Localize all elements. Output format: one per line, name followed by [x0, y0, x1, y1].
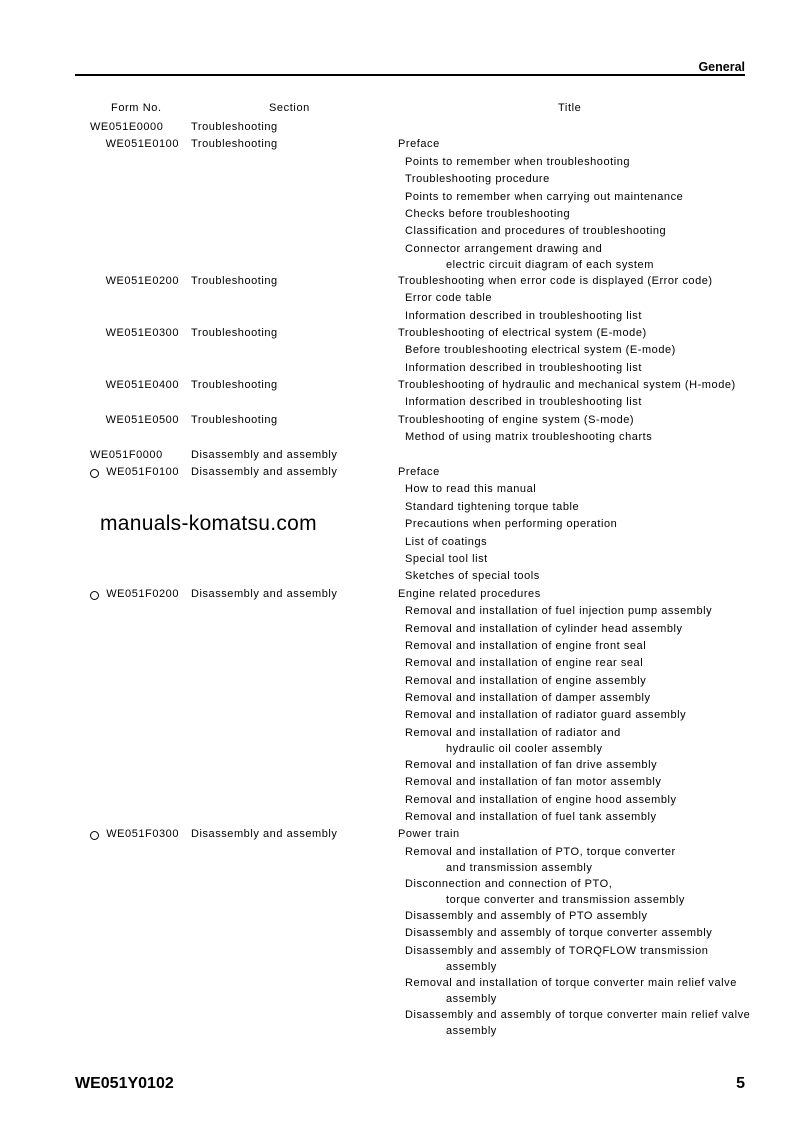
entry-title: Disassembly and assembly of torque converter assembly	[405, 927, 713, 940]
column-header-section: Section	[269, 102, 310, 114]
table-row	[0, 377, 793, 394]
table-row	[0, 464, 793, 481]
section-name: Troubleshooting	[191, 274, 278, 287]
table-row-continuation	[0, 861, 793, 876]
form-number: WE051E0400	[105, 379, 179, 392]
table-row	[0, 690, 793, 707]
form-number: WE051F0300	[106, 828, 179, 841]
table-row	[0, 725, 793, 742]
table-row	[0, 223, 793, 240]
table-row	[0, 943, 793, 960]
entry-title: Standard tightening torque table	[405, 500, 580, 513]
table-row	[0, 673, 793, 690]
table-row	[0, 412, 793, 429]
table-row	[0, 826, 793, 843]
entry-title: Information described in troubleshooting list	[405, 361, 642, 374]
table-row	[0, 429, 793, 446]
entry-title-continuation: assembly	[446, 1024, 497, 1037]
header-rule	[75, 74, 745, 76]
entry-title: Removal and installation of radiator guard assembly	[405, 709, 687, 722]
section-name: Troubleshooting	[191, 121, 278, 133]
entry-title: Connector arrangement drawing and	[405, 242, 603, 255]
table-row	[0, 119, 793, 136]
table-row	[0, 273, 793, 290]
table-row	[0, 757, 793, 774]
table-row	[0, 603, 793, 620]
form-number: WE051E0500	[105, 413, 179, 426]
entry-title: Disassembly and assembly of PTO assembly	[405, 909, 648, 922]
table-row	[0, 908, 793, 925]
table-row	[0, 534, 793, 551]
table-row	[0, 551, 793, 568]
table-row	[0, 171, 793, 188]
entry-title: Removal and installation of radiator and	[405, 726, 621, 739]
entry-title: Information described in troubleshooting list	[405, 396, 642, 409]
entry-title: Troubleshooting of electrical system (E-mode)	[398, 326, 647, 339]
entry-title: Troubleshooting of engine system (S-mode)	[398, 413, 635, 426]
entry-title: Troubleshooting of hydraulic and mechanical system (H-mode)	[398, 379, 736, 392]
table-row	[0, 206, 793, 223]
table-row-continuation	[0, 960, 793, 975]
table-row	[0, 621, 793, 638]
table-row	[0, 844, 793, 861]
table-row	[0, 447, 793, 464]
form-number: WE051F0000	[90, 448, 163, 461]
entry-title-continuation: assembly	[446, 992, 497, 1005]
entry-title: Removal and installation of cylinder head assembly	[405, 622, 683, 635]
footer-form-code: WE051Y0102	[75, 1075, 174, 1092]
table-row	[0, 325, 793, 342]
table-row	[0, 189, 793, 206]
table-row	[0, 241, 793, 258]
entry-title: Disconnection and connection of PTO,	[405, 877, 613, 890]
form-number: WE051E0000	[90, 121, 164, 133]
entry-title: Removal and installation of fuel tank assembly	[405, 811, 657, 824]
entry-title: Before troubleshooting electrical system (E-mode)	[405, 344, 676, 357]
entry-title: Troubleshooting procedure	[405, 173, 550, 186]
entry-title-continuation: hydraulic oil cooler assembly	[446, 743, 603, 756]
entry-title-continuation: electric circuit diagram of each system	[446, 259, 654, 272]
section-name: Disassembly and assembly	[191, 828, 338, 841]
entry-title: Removal and installation of engine front seal	[405, 639, 647, 652]
table-row	[0, 925, 793, 942]
entry-title: How to read this manual	[405, 483, 537, 496]
entry-title-continuation: torque converter and transmission assembly	[446, 894, 685, 907]
entry-title: Precautions when performing operation	[405, 518, 618, 531]
entry-title: Removal and installation of engine hood assembly	[405, 793, 677, 806]
page-number: 5	[736, 1075, 745, 1092]
entry-title: Points to remember when troubleshooting	[405, 155, 631, 168]
revision-circle-icon	[90, 469, 99, 478]
contents-table	[0, 119, 793, 1039]
entry-title: Power train	[398, 828, 460, 841]
entry-title: Removal and installation of fan motor assembly	[405, 776, 662, 789]
table-row	[0, 290, 793, 307]
table-row	[0, 481, 793, 498]
table-row	[0, 342, 793, 359]
section-name: Troubleshooting	[191, 326, 278, 339]
entry-title: Preface	[398, 466, 440, 479]
table-row	[0, 308, 793, 325]
section-name: Disassembly and assembly	[191, 587, 338, 600]
entry-title: Removal and installation of PTO, torque converter	[405, 845, 676, 858]
entry-title: Removal and installation of engine assembly	[405, 674, 647, 687]
entry-title: Removal and installation of engine rear seal	[405, 657, 644, 670]
form-number: WE051E0100	[105, 138, 179, 151]
revision-circle-icon	[90, 591, 99, 600]
table-row	[0, 975, 793, 992]
table-row-continuation	[0, 992, 793, 1007]
table-row	[0, 1007, 793, 1024]
section-name: Troubleshooting	[191, 138, 278, 151]
form-number: WE051F0200	[106, 587, 179, 600]
table-row	[0, 774, 793, 791]
entry-title: Disassembly and assembly of TORQFLOW transmission	[405, 944, 709, 957]
entry-title: Preface	[398, 138, 440, 151]
entry-title: Troubleshooting when error code is displayed (Error code)	[398, 274, 713, 287]
section-name: Troubleshooting	[191, 413, 278, 426]
entry-title: Method of using matrix troubleshooting charts	[405, 431, 653, 444]
table-row-continuation	[0, 893, 793, 908]
table-row	[0, 586, 793, 603]
table-row	[0, 154, 793, 171]
table-row	[0, 707, 793, 724]
entry-title: Information described in troubleshooting list	[405, 309, 642, 322]
table-row	[0, 360, 793, 377]
form-number: WE051E0300	[105, 326, 179, 339]
table-row-continuation	[0, 1024, 793, 1039]
entry-title: Error code table	[405, 292, 493, 305]
entry-title: Special tool list	[405, 552, 488, 565]
table-row	[0, 792, 793, 809]
entry-title: Disassembly and assembly of torque converter main relief valve	[405, 1008, 751, 1021]
watermark: manuals-komatsu.com	[100, 512, 317, 535]
section-name: Disassembly and assembly	[191, 448, 338, 461]
revision-circle-icon	[90, 831, 99, 840]
table-row	[0, 568, 793, 585]
entry-title: Removal and installation of fan drive assembly	[405, 758, 658, 771]
section-name: Disassembly and assembly	[191, 466, 338, 479]
entry-title: Removal and installation of torque converter main relief valve	[405, 976, 737, 989]
table-row	[0, 136, 793, 153]
entry-title: Removal and installation of damper assembly	[405, 692, 651, 705]
column-header-title: Title	[558, 102, 582, 114]
form-number: WE051F0100	[106, 466, 179, 479]
table-row	[0, 876, 793, 893]
entry-title-continuation: assembly	[446, 960, 497, 973]
table-row	[0, 394, 793, 411]
entry-title: Checks before troubleshooting	[405, 207, 571, 220]
section-name: Troubleshooting	[191, 379, 278, 392]
entry-title: Classification and procedures of troubleshooting	[405, 225, 667, 238]
entry-title: Sketches of special tools	[405, 570, 540, 583]
entry-title: Points to remember when carrying out maintenance	[405, 190, 684, 203]
section-header-title: General	[698, 60, 745, 74]
form-number: WE051E0200	[105, 274, 179, 287]
entry-title-continuation: and transmission assembly	[446, 862, 593, 875]
entry-title: Engine related procedures	[398, 587, 541, 600]
table-row	[0, 809, 793, 826]
entry-title: List of coatings	[405, 535, 488, 548]
table-row	[0, 638, 793, 655]
table-row-continuation	[0, 742, 793, 757]
entry-title: Removal and installation of fuel injection pump assembly	[405, 605, 713, 618]
column-header-form-no: Form No.	[111, 102, 162, 114]
table-row-continuation	[0, 258, 793, 273]
table-row	[0, 655, 793, 672]
